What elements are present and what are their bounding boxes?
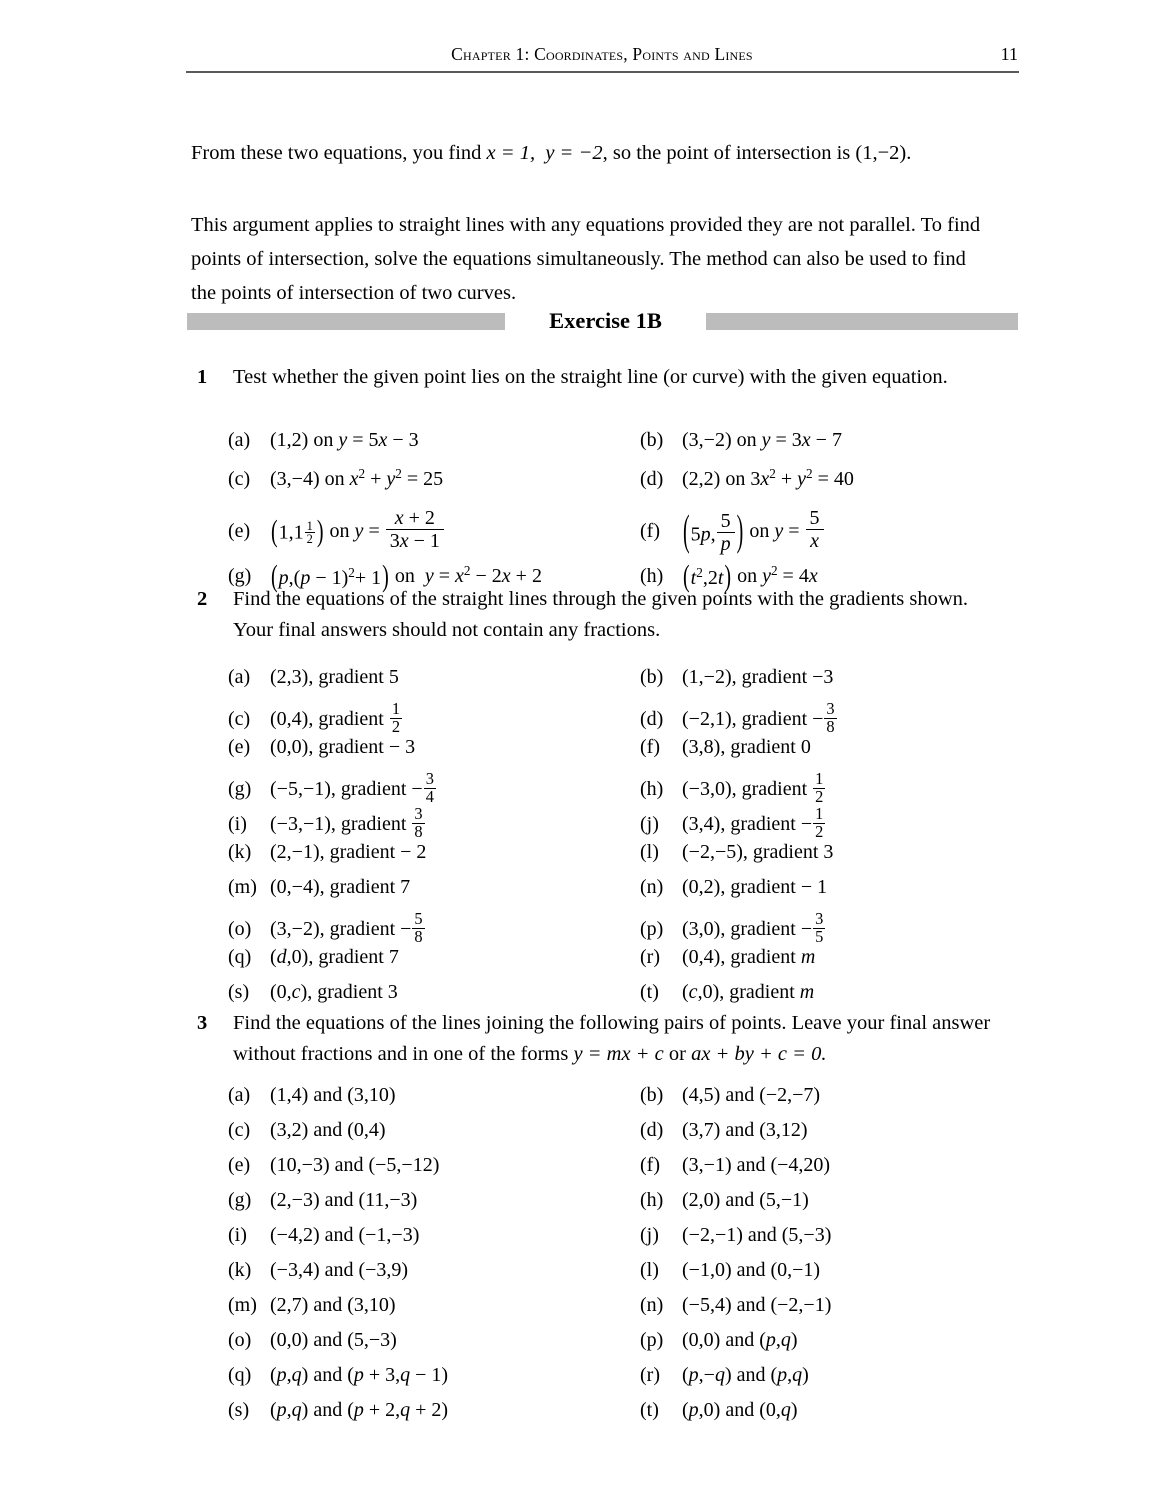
part-3b: [640, 1084, 820, 1107]
part-2t-label: (t): [640, 981, 659, 1003]
part-3f-content: (3,−1) and (−4,20): [682, 1154, 831, 1176]
question-2-head: [191, 584, 1003, 646]
part-3j: [640, 1224, 831, 1247]
part-2n-content: (0,2), gradient − 1: [682, 876, 828, 898]
part-1a-content: (1,2) on y = 5x − 3: [270, 429, 419, 451]
page-number: 11: [1000, 44, 1018, 64]
part-3k: [228, 1259, 408, 1282]
question-3-form-1: y = mx + c: [573, 1043, 664, 1065]
part-3s-content: (p,q) and (p + 2,q + 2): [270, 1399, 449, 1421]
question-3: [191, 1008, 1003, 1444]
part-1e-content: (1,1 $\frac{1}{2}$ ) on y = $\frac{x + 2}{3x - 1}$: [270, 520, 445, 542]
part-3f-label: (f): [640, 1154, 660, 1176]
part-2l: [640, 841, 833, 864]
part-3p-content: (0,0) and (p,q): [682, 1329, 798, 1351]
part-2r: [640, 946, 815, 969]
question-1-number: 1: [197, 366, 208, 388]
part-1e-label: (e): [228, 520, 251, 543]
part-2j-label: (j): [640, 812, 659, 835]
part-1a: [228, 429, 419, 452]
paragraph-1-mid: , so the point of intersection is: [602, 142, 856, 164]
part-2n-label: (n): [640, 876, 664, 898]
part-2m-content: (0,−4), gradient 7: [270, 876, 411, 898]
part-2c-label: (c): [228, 707, 251, 730]
part-2d: [640, 701, 838, 735]
part-3a-content: (1,4) and (3,10): [270, 1084, 396, 1106]
part-3d: [640, 1119, 808, 1142]
part-2t: [640, 981, 814, 1004]
part-2a-content: (2,3), gradient 5: [270, 666, 399, 688]
part-1h-content: $(t^2,2t)$ on $y^2 = 4x$: [683, 559, 818, 594]
part-1d-label: (d): [640, 467, 664, 490]
part-2d-label: (d): [640, 707, 664, 730]
part-2m-label: (m): [228, 876, 257, 898]
paragraph-1-pre: From these two equations, you find: [191, 142, 487, 164]
part-2b-content: (1,−2), gradient −3: [682, 666, 834, 688]
paragraph-method: This argument applies to straight lines with any equations provided they are not parallel. To find points of intersection, solve the equations simultaneously. The method can also be used to find the points of intersection of two curves.: [191, 214, 981, 304]
part-2f-content: (3,8), gradient 0: [682, 736, 811, 758]
question-2-text: Find the equations of the straight lines through the given points with the gradients shown. Your final answers should not contain any fractions.: [233, 588, 969, 641]
part-2r-label: (r): [640, 946, 660, 968]
part-2g-content: (−5,−1), gradient − $\frac{3}{4}$: [270, 769, 434, 806]
paragraph-1-math-y: y = −2: [545, 142, 603, 164]
part-3g-label: (g): [228, 1189, 252, 1211]
part-3e: [228, 1154, 439, 1177]
page-title: Chapter 1: Coordinates, Points and Lines: [451, 44, 753, 64]
part-1c-content: (3,−4) on $x^2 + y^2 = 25$: [270, 466, 444, 490]
part-1f: [640, 507, 825, 556]
part-3k-label: (k): [228, 1259, 252, 1281]
part-2c-content: (0,4), gradient $\frac{1}{2}$: [270, 699, 401, 736]
part-3p: [640, 1329, 798, 1352]
exercise-bar-left: [187, 313, 505, 330]
part-2p-content: (3,0), gradient − $\frac{3}{5}$: [682, 909, 824, 946]
part-2s-label: (s): [228, 981, 250, 1003]
part-2m: [228, 876, 410, 899]
question-3-text-line2-mid: or: [663, 1043, 692, 1065]
part-2k-content: (2,−1), gradient − 2: [270, 841, 427, 863]
part-3m-label: (m): [228, 1294, 257, 1316]
part-3r-content: (p,−q) and (p,q): [682, 1364, 809, 1386]
part-1f-content: (5p, $\frac{5}{p}$ ) on y = $\frac{5}{x}$: [682, 520, 825, 542]
part-2d-content: (−2,1), gradient − $\frac{3}{8}$: [682, 699, 835, 736]
part-2g: [228, 771, 437, 805]
part-3o-label: (o): [228, 1329, 252, 1351]
part-3q-content: (p,q) and (p + 3,q − 1): [270, 1364, 449, 1386]
part-3r-label: (r): [640, 1364, 660, 1386]
paragraph-1-math-x: x = 1,: [486, 142, 536, 164]
part-1d-content: (2,2) on $3x^2 + y^2 = 40$: [682, 466, 854, 490]
part-3g: [228, 1189, 417, 1212]
part-2h-content: (−3,0), gradient $\frac{1}{2}$: [682, 769, 824, 806]
part-2q-label: (q): [228, 946, 252, 968]
part-3k-content: (−3,4) and (−3,9): [270, 1259, 409, 1281]
part-3i: [228, 1224, 419, 1247]
part-3i-label: (i): [228, 1224, 247, 1246]
part-2s-content: (0,c), gradient 3: [270, 981, 398, 1003]
part-2o: [228, 911, 426, 945]
part-2k: [228, 841, 426, 864]
part-3r: [640, 1364, 809, 1387]
part-2t-content: (c,0), gradient m: [682, 981, 815, 1003]
part-3p-label: (p): [640, 1329, 664, 1351]
question-1-head: [191, 362, 1003, 393]
part-1g-content: $(p,(p - 1)^2+ 1)$ on $y = x^2 - 2x + 2$: [271, 559, 542, 594]
exercise-bar-right: [706, 313, 1018, 330]
part-2e: [228, 736, 415, 759]
part-1c-label: (c): [228, 467, 251, 490]
part-3q: [228, 1364, 448, 1387]
part-3b-label: (b): [640, 1084, 664, 1106]
part-3l: [640, 1259, 820, 1282]
part-3f: [640, 1154, 830, 1177]
question-3-text-line2-pre: answer without fractions and in one of the forms: [233, 1012, 991, 1065]
part-2j-content: (3,4), gradient − $\frac{1}{2}$: [682, 804, 824, 841]
part-3c-label: (c): [228, 1119, 251, 1141]
part-2i: [228, 806, 426, 840]
part-3m: [228, 1294, 396, 1317]
part-2b-label: (b): [640, 666, 664, 688]
part-2h-label: (h): [640, 777, 664, 800]
question-3-parts: [191, 1074, 1003, 1444]
part-3l-label: (l): [640, 1259, 659, 1281]
part-3c: [228, 1119, 386, 1142]
part-2h: [640, 771, 826, 805]
part-2l-label: (l): [640, 841, 659, 863]
part-3t: [640, 1399, 798, 1422]
paragraph-intersection-result: [191, 136, 991, 170]
part-2q-content: (d,0), gradient 7: [270, 946, 399, 968]
question-1-text: Test whether the given point lies on the straight line (or curve) with the given equation.: [233, 366, 948, 388]
part-2r-content: (0,4), gradient m: [682, 946, 816, 968]
part-2f-label: (f): [640, 736, 660, 758]
question-1: [191, 362, 1003, 597]
part-3o: [228, 1329, 397, 1352]
part-1f-label: (f): [640, 520, 660, 543]
part-3g-content: (2,−3) and (11,−3): [270, 1189, 418, 1211]
part-1h-label: (h): [640, 564, 664, 587]
part-1d: [640, 466, 854, 491]
part-2c: [228, 701, 403, 735]
part-3h-content: (2,0) and (5,−1): [682, 1189, 809, 1211]
question-2: [191, 584, 1003, 1020]
part-3h-label: (h): [640, 1189, 664, 1211]
part-2i-content: (−3,−1), gradient $\frac{3}{8}$: [270, 804, 423, 841]
part-3n: [640, 1294, 831, 1317]
part-3j-label: (j): [640, 1224, 659, 1246]
question-3-form-2: ax + by + c = 0.: [691, 1043, 827, 1065]
part-2a: [228, 666, 399, 689]
part-2b: [640, 666, 833, 689]
part-3s: [228, 1399, 448, 1422]
question-2-number: 2: [197, 588, 208, 610]
part-3j-content: (−2,−1) and (5,−3): [682, 1224, 832, 1246]
part-2p-label: (p): [640, 917, 664, 940]
part-2q: [228, 946, 399, 969]
part-2p: [640, 911, 826, 945]
part-1a-label: (a): [228, 429, 251, 451]
part-2k-label: (k): [228, 841, 252, 863]
part-3d-label: (d): [640, 1119, 664, 1141]
part-2a-label: (a): [228, 666, 251, 688]
part-1c: [228, 466, 443, 491]
part-3e-content: (10,−3) and (−5,−12): [270, 1154, 440, 1176]
header-divider: [186, 71, 1019, 73]
paragraph-1-point: (1,−2).: [855, 142, 912, 164]
question-3-text-line1: Find the equations of the lines joining the following pairs of points. Leave your final: [233, 1012, 928, 1034]
part-3n-content: (−5,4) and (−2,−1): [682, 1294, 832, 1316]
part-3i-content: (−4,2) and (−1,−3): [270, 1224, 420, 1246]
part-2o-content: (3,−2), gradient − $\frac{5}{8}$: [270, 909, 423, 946]
part-3h: [640, 1189, 809, 1212]
part-1b-label: (b): [640, 429, 664, 451]
part-2f: [640, 736, 811, 759]
question-2-parts: [191, 650, 1003, 1020]
part-2n: [640, 876, 827, 899]
part-1b-content: (3,−2) on y = 3x − 7: [682, 429, 842, 451]
part-3a: [228, 1084, 396, 1107]
question-1-parts: [191, 397, 1003, 597]
part-3o-content: (0,0) and (5,−3): [270, 1329, 397, 1351]
part-3t-content: (p,0) and (0,q): [682, 1399, 798, 1421]
part-3q-label: (q): [228, 1364, 252, 1386]
running-header: [186, 44, 1018, 70]
part-1g-label: (g): [228, 564, 252, 587]
part-3n-label: (n): [640, 1294, 664, 1316]
part-3d-content: (3,7) and (3,12): [682, 1119, 808, 1141]
part-1e: [228, 507, 445, 553]
part-2e-label: (e): [228, 736, 251, 758]
part-2s: [228, 981, 398, 1004]
part-3l-content: (−1,0) and (0,−1): [682, 1259, 821, 1281]
part-1b: [640, 429, 842, 452]
part-3a-label: (a): [228, 1084, 251, 1106]
part-2l-content: (−2,−5), gradient 3: [682, 841, 834, 863]
question-3-head: [191, 1008, 1003, 1070]
question-3-number: 3: [197, 1012, 208, 1034]
part-2i-label: (i): [228, 812, 247, 835]
part-2o-label: (o): [228, 917, 252, 940]
part-3c-content: (3,2) and (0,4): [270, 1119, 386, 1141]
exercise-title: Exercise 1B: [549, 308, 662, 333]
part-2g-label: (g): [228, 777, 252, 800]
part-3m-content: (2,7) and (3,10): [270, 1294, 396, 1316]
part-3b-content: (4,5) and (−2,−7): [682, 1084, 821, 1106]
part-2e-content: (0,0), gradient − 3: [270, 736, 416, 758]
part-3e-label: (e): [228, 1154, 251, 1176]
part-3s-label: (s): [228, 1399, 250, 1421]
part-3t-label: (t): [640, 1399, 659, 1421]
part-2j: [640, 806, 826, 840]
